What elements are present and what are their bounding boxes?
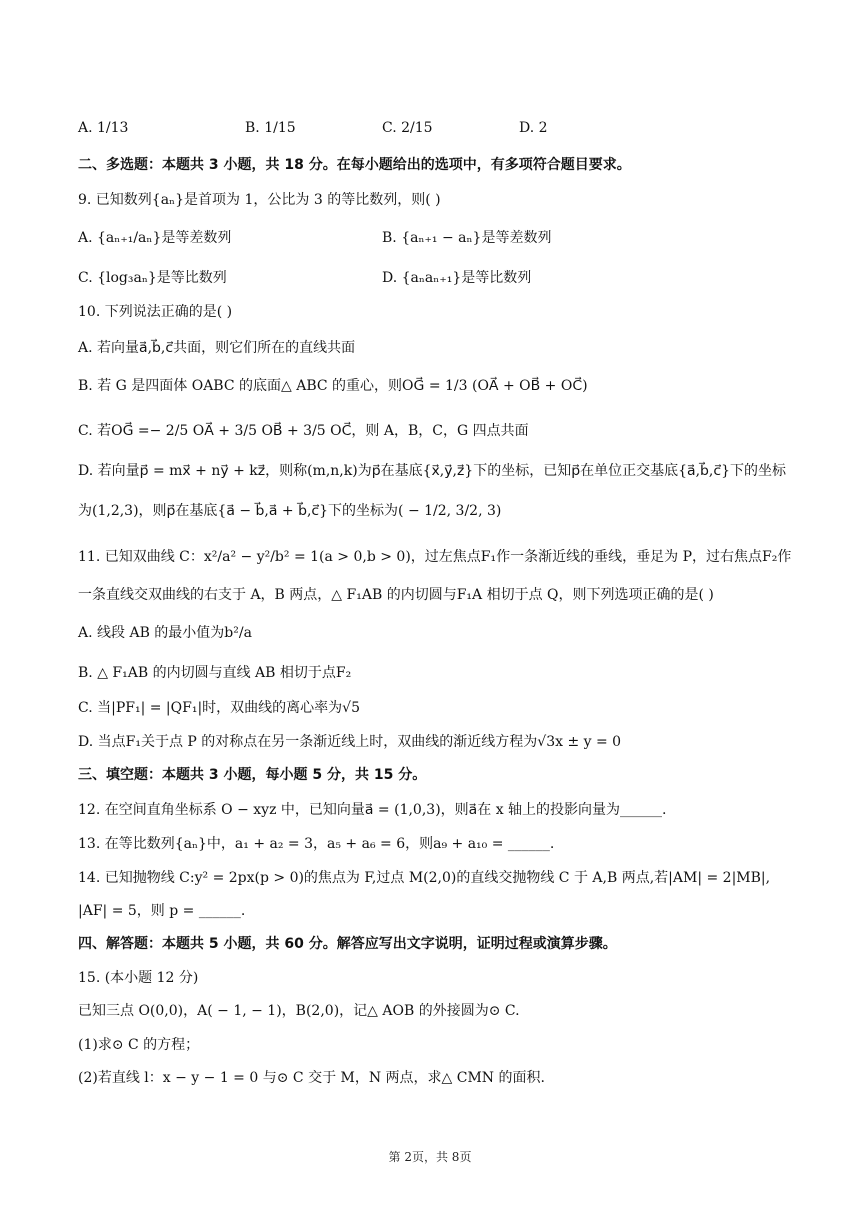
q10-option-d-line2: 为(1,2,3)，则p⃗在基底{a⃗ − b⃗,a⃗ + b⃗,c⃗}下的坐标为( − 1/2, 3/2, 3) (78, 503, 502, 519)
q8-option-a: A. 1/13 (78, 120, 129, 136)
q14-line2: |AF| = 5，则 p = ______. (78, 903, 246, 919)
q15-title: 15. (本小题 12 分) (78, 970, 199, 986)
q9-option-b: B. {aₙ₊₁ − aₙ}是等差数列 (382, 230, 552, 246)
q9-option-a: A. {aₙ₊₁/aₙ}是等差数列 (78, 230, 232, 246)
q11-option-b: B. △ F₁AB 的内切圆与直线 AB 相切于点F₂ (78, 665, 352, 681)
q9-stem: 9. 已知数列{aₙ}是首项为 1，公比为 3 的等比数列，则( ) (78, 192, 441, 208)
section-fill-in-header: 三、填空题：本题共 3 小题，每小题 5 分，共 15 分。 (78, 767, 427, 783)
section-multiple-choice-header: 二、多选题：本题共 3 小题，共 18 分。在每小题给出的选项中，有多项符合题目要求。 (78, 157, 631, 173)
q8-option-d: D. 2 (519, 120, 548, 136)
q10-option-d-line1: D. 若向量p⃗ = mx⃗ + ny⃗ + kz⃗，则称(m,n,k)为p⃗在基底{x⃗,y⃗,z⃗}下的坐标，已知p⃗在单位正交基底{a⃗,b⃗,c⃗}下的坐标 (78, 463, 786, 479)
q11-stem-line2: 一条直线交双曲线的右支于 A，B 两点，△ F₁AB 的内切圆与F₁A 相切于点 Q，则下列选项正确的是( ) (78, 587, 714, 603)
q10-stem: 10. 下列说法正确的是( ) (78, 304, 233, 320)
q8-option-c: C. 2/15 (382, 120, 433, 136)
q10-option-c: C. 若OG⃗ =− 2/5 OA⃗ + 3/5 OB⃗ + 3/5 OC⃗，则 A，B，C，G 四点共面 (78, 423, 529, 439)
q11-stem-line1: 11. 已知双曲线 C：x²/a² − y²/b² = 1(a > 0,b > 0)，过左焦点F₁作一条渐近线的垂线，垂足为 P，过右焦点F₂作 (78, 549, 792, 565)
q10-option-a: A. 若向量a⃗,b⃗,c⃗共面，则它们所在的直线共面 (78, 340, 356, 356)
q15-part1: (1)求⊙ C 的方程； (78, 1037, 200, 1053)
section-free-response-header: 四、解答题：本题共 5 小题，共 60 分。解答应写出文字说明，证明过程或演算步骤。 (78, 936, 617, 952)
q11-option-a: A. 线段 AB 的最小值为b²/a (78, 625, 252, 641)
page-footer: 第 2页，共 8页 (388, 1150, 472, 1164)
q14-line1: 14. 已知抛物线 C:y² = 2px(p > 0)的焦点为 F,过点 M(2,0)的直线交抛物线 C 于 A,B 两点,若|AM| = 2|MB|, (78, 870, 771, 886)
q10-option-b: B. 若 G 是四面体 OABC 的底面△ ABC 的重心，则OG⃗ = 1/3 (OA⃗ + OB⃗ + OC⃗) (78, 378, 588, 394)
q8-option-b: B. 1/15 (245, 120, 296, 136)
q15-line1: 已知三点 O(0,0)，A( − 1, − 1)，B(2,0)，记△ AOB 的外接圆为⊙ C. (78, 1003, 520, 1019)
q15-part2: (2)若直线 l：x − y − 1 = 0 与⊙ C 交于 M，N 两点，求△ CMN 的面积. (78, 1070, 545, 1086)
q11-option-c: C. 当|PF₁| = |QF₁|时，双曲线的离心率为√5 (78, 700, 360, 716)
q13: 13. 在等比数列{aₙ}中，a₁ + a₂ = 3，a₅ + a₆ = 6，则a₉ + a₁₀ = ______. (78, 836, 555, 852)
q9-option-c: C. {log₃aₙ}是等比数列 (78, 270, 227, 286)
q9-option-d: D. {aₙaₙ₊₁}是等比数列 (382, 270, 532, 286)
q11-option-d: D. 当点F₁关于点 P 的对称点在另一条渐近线上时，双曲线的渐近线方程为√3x ± y = 0 (78, 734, 622, 750)
q12: 12. 在空间直角坐标系 O − xyz 中，已知向量a⃗ = (1,0,3)，则a⃗在 x 轴上的投影向量为______. (78, 802, 667, 818)
